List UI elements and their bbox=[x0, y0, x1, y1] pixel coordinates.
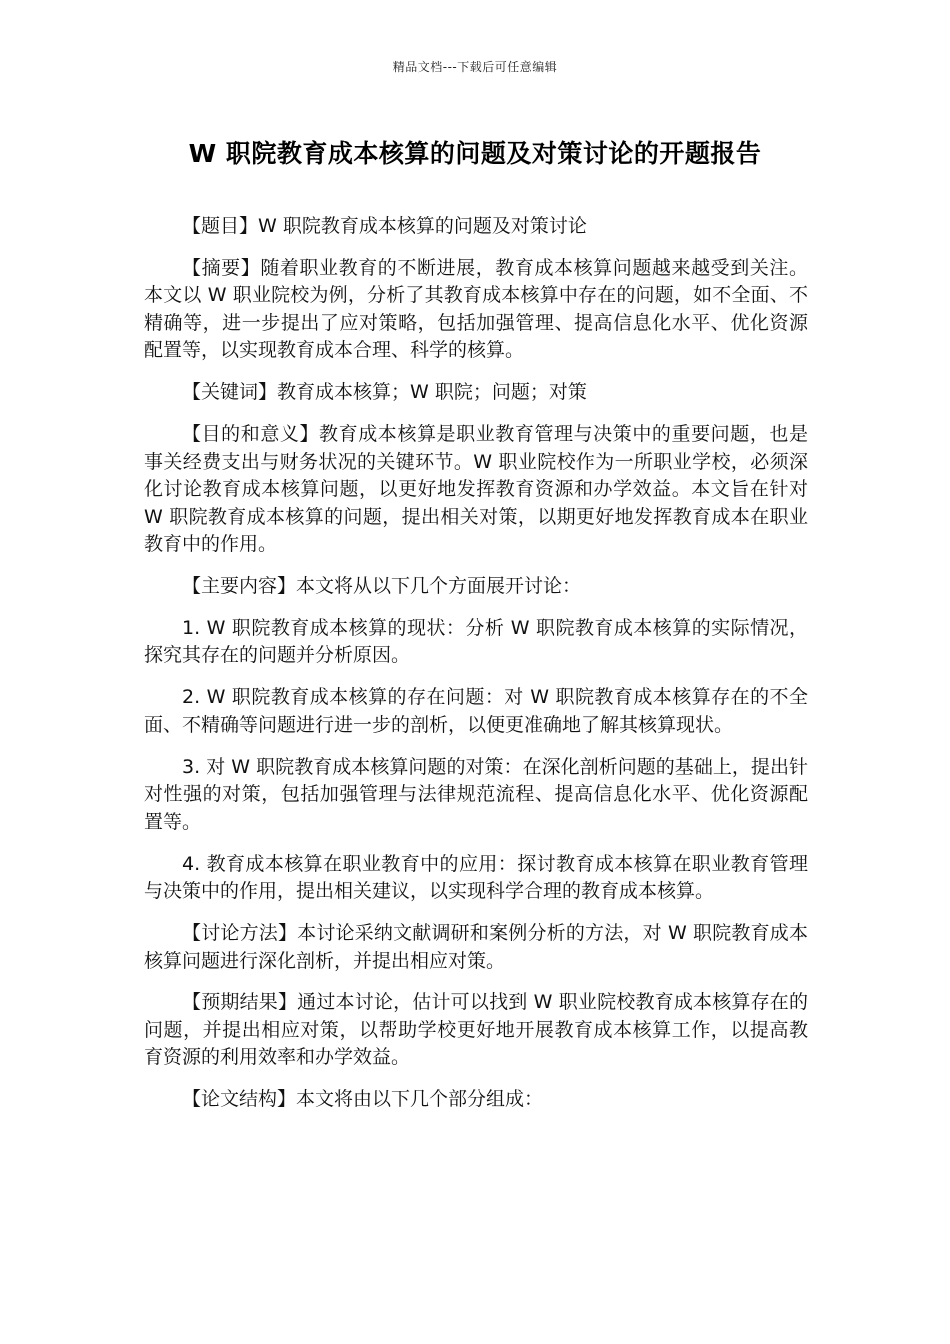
document-title: W 职院教育成本核算的问题及对策讨论的开题报告 bbox=[188, 139, 762, 168]
header-note: 精品文档---下载后可任意编辑 bbox=[392, 60, 558, 74]
list-item-2: 2. W 职院教育成本核算的存在问题：对 W 职院教育成本核算存在的不全面、不精确等问题进行进一步的剖析，以便更准确地了解其核算现状。 bbox=[144, 686, 808, 736]
paragraph-topic: 【题目】W 职院教育成本核算的问题及对策讨论 bbox=[182, 215, 587, 237]
paragraph-keywords: 【关键词】教育成本核算；W 职院；问题；对策 bbox=[182, 381, 587, 404]
paragraph-main-content: 【主要内容】本文将从以下几个方面展开讨论： bbox=[182, 575, 582, 598]
paragraph-purpose: 【目的和意义】教育成本核算是职业教育管理与决策中的重要问题，也是事关经费支出与财务状况的关键环节。W 职业院校作为一所职业学校，必须深化讨论教育成本核算问题，以更好地发挥教育资源和办学效益。本文旨在针对 W 职院教育成本核算的问题，提出相关对策，以期更好地发挥教育成本在职业教育中的作用。 bbox=[144, 423, 808, 556]
paragraph-expected-results: 【预期结果】通过本讨论，估计可以找到 W 职业院校教育成本核算存在的问题，并提出相应对策，以帮助学校更好地开展教育成本核算工作，以提高教育资源的利用效率和办学效益。 bbox=[144, 991, 808, 1069]
list-item-4: 4. 教育成本核算在职业教育中的应用：探讨教育成本核算在职业教育管理与决策中的作用，提出相关建议，以实现科学合理的教育成本核算。 bbox=[144, 852, 808, 903]
paragraph-method: 【讨论方法】本讨论采纳文献调研和案例分析的方法，对 W 职院教育成本核算问题进行深化剖析，并提出相应对策。 bbox=[144, 922, 808, 972]
list-item-3: 3. 对 W 职院教育成本核算问题的对策：在深化剖析问题的基础上，提出针对性强的对策，包括加强管理与法律规范流程、提高信息化水平、优化资源配置等。 bbox=[144, 755, 808, 833]
paragraph-structure: 【论文结构】本文将由以下几个部分组成： bbox=[182, 1088, 544, 1111]
list-item-1: 1. W 职院教育成本核算的现状：分析 W 职院教育成本核算的实际情况，探究其存在的问题并分析原因。 bbox=[144, 616, 808, 667]
paragraph-abstract: 【摘要】随着职业教育的不断进展，教育成本核算问题越来越受到关注。本文以 W 职业院校为例，分析了其教育成本核算中存在的问题，如不全面、不精确等，进一步提出了应对策略，包括加强管理、提高信息化水平、优化资源配置等，以实现教育成本合理、科学的核算。 bbox=[144, 256, 808, 362]
document-body bbox=[144, 213, 808, 1128]
